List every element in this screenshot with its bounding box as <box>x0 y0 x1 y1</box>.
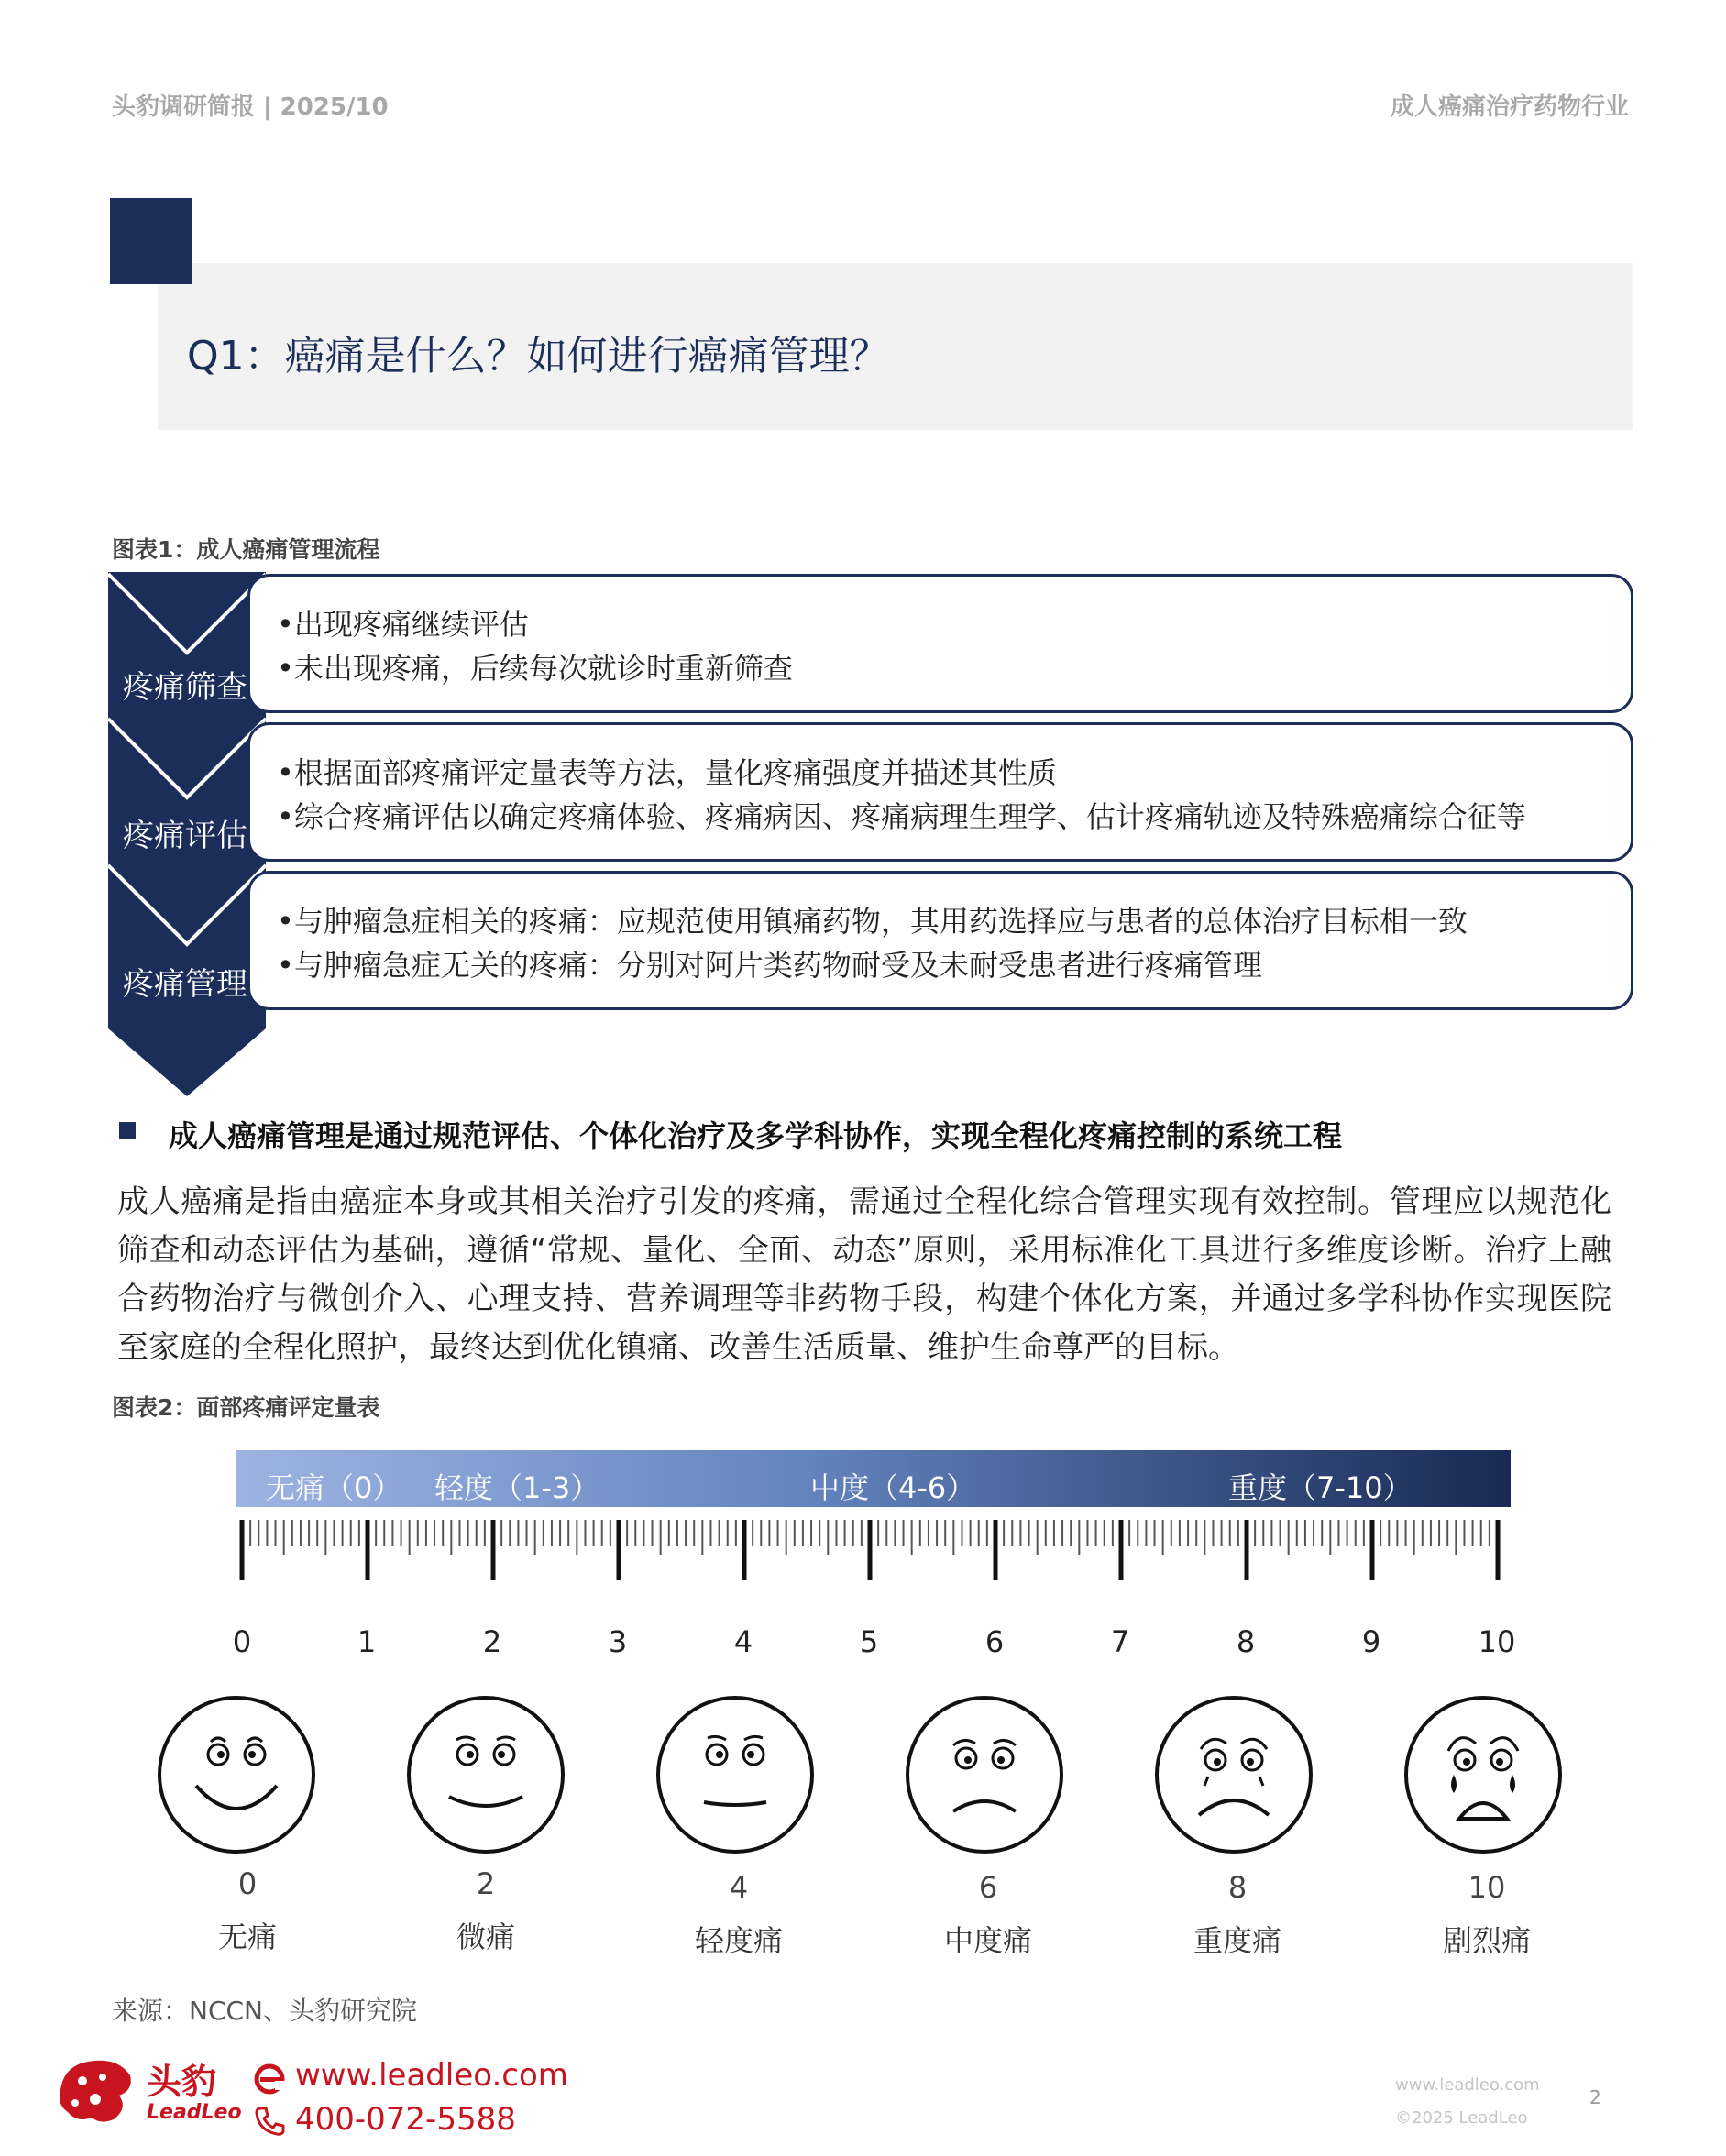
face-value: 10 <box>1468 1870 1506 1905</box>
step-bullet: •与肿瘤急症相关的疼痛：应规范使用镇痛药物，其用药选择应与患者的总体治疗目标相一致 <box>277 904 1468 939</box>
step-box-screening <box>247 574 1633 713</box>
scale-tick-label: 10 <box>1478 1624 1516 1659</box>
face-value: 8 <box>1227 1870 1248 1905</box>
step-box-assessment <box>247 722 1633 862</box>
scale-tick-label: 7 <box>1110 1624 1130 1659</box>
step-box-management <box>247 871 1633 1010</box>
brand-cn: 头豹 <box>147 2062 217 2102</box>
step-bullet: •与肿瘤急症无关的疼痛：分别对阿片类药物耐受及未耐受患者进行疼痛管理 <box>277 948 1262 983</box>
step-label-assessment: 疼痛评估 <box>123 818 247 854</box>
footer-small-url: www.leadleo.com <box>1395 2075 1540 2095</box>
step-label-management: 疼痛管理 <box>123 966 247 1003</box>
summary-paragraph: 成人癌痛是指由癌症本身或其相关治疗引发的疼痛，需通过全程化综合管理实现有效控制。管理应以规范化筛查和动态评估为基础，遵循“常规、量化、全面、动态”原则，采用标准化工具进行多维度诊断。治疗上融合药物治疗与微创介入、心理支持、营养调理等非药物手段，构建个体化方案，并通过多学科协作实现医院至家庭的全程化照护，最终达到优化镇痛、改善生活质量、维护生命尊严的目标。 <box>117 1183 1611 1366</box>
footer-phone: 400-072-5588 <box>295 2101 516 2138</box>
scale-tick-label: 5 <box>859 1624 879 1659</box>
footer-website[interactable]: www.leadleo.com <box>295 2057 568 2094</box>
brand-en: LeadLeo <box>147 2101 242 2124</box>
browser-e-icon <box>253 2062 286 2096</box>
face-no-pain-icon <box>156 1694 317 1855</box>
step-bullet: •未出现疼痛，后续每次就诊时重新筛查 <box>277 651 793 686</box>
scale-tick-label: 8 <box>1236 1624 1256 1659</box>
face-severe-pain-icon <box>1153 1694 1314 1855</box>
header-industry: 成人癌痛治疗药物行业 <box>1390 94 1629 121</box>
face-value: 0 <box>237 1866 258 1901</box>
summary-square-bullet <box>119 1122 136 1138</box>
step-label-screening: 疼痛筛查 <box>123 669 247 706</box>
source-note: 来源：NCCN、头豹研究院 <box>112 1996 417 2026</box>
face-label: 无痛 <box>217 1920 277 1954</box>
section-accent-square <box>110 198 192 284</box>
scale-tick-label: 0 <box>232 1624 252 1659</box>
scale-tick-label: 1 <box>357 1624 377 1659</box>
face-label: 微痛 <box>456 1920 515 1954</box>
face-value: 2 <box>476 1866 496 1901</box>
face-label: 重度痛 <box>1193 1923 1281 1958</box>
band-label-none: 无痛（0） <box>266 1470 402 1505</box>
figure2-title: 图表2：面部疼痛评定量表 <box>112 1394 380 1421</box>
scale-tick-label: 3 <box>608 1624 628 1659</box>
scale-tick-label: 2 <box>482 1624 502 1659</box>
band-label-mild: 轻度（1-3） <box>434 1470 600 1505</box>
face-mild-pain-icon <box>654 1694 816 1855</box>
scale-tick-label: 4 <box>733 1624 753 1659</box>
figure1-title: 图表1：成人癌痛管理流程 <box>112 536 380 563</box>
phone-icon <box>253 2105 286 2138</box>
face-value: 4 <box>729 1870 749 1905</box>
band-label-severe: 重度（7-10） <box>1228 1470 1413 1505</box>
pain-scale-ruler <box>229 1514 1522 1588</box>
step-bullet: •根据面部疼痛评定量表等方法，量化疼痛强度并描述其性质 <box>277 755 1057 790</box>
band-label-moderate: 中度（4-6） <box>810 1470 976 1505</box>
footer-copyright: ©2025 LeadLeo <box>1395 2108 1528 2128</box>
face-slight-pain-icon <box>405 1694 566 1855</box>
step-bullet: •出现疼痛继续评估 <box>277 607 529 642</box>
step-bullet: •综合疼痛评估以确定疼痛体验、疼痛病因、疼痛病理生理学、估计疼痛轨迹及特殊癌痛综合征等 <box>277 799 1526 834</box>
face-label: 轻度痛 <box>694 1923 783 1958</box>
section-title: Q1：癌痛是什么？如何进行癌痛管理？ <box>187 333 890 380</box>
scale-tick-label: 6 <box>984 1624 1005 1659</box>
face-moderate-pain-icon <box>904 1694 1065 1855</box>
face-value: 6 <box>978 1870 998 1905</box>
face-label: 中度痛 <box>943 1923 1032 1958</box>
header-report-name: 头豹调研简报 | 2025/10 <box>112 94 389 121</box>
leopard-logo-icon <box>55 2053 136 2127</box>
summary-heading: 成人癌痛管理是通过规范评估、个体化治疗及多学科协作，实现全程化疼痛控制的系统工程 <box>169 1118 1343 1153</box>
face-extreme-pain-icon <box>1402 1694 1564 1855</box>
scale-tick-label: 9 <box>1361 1624 1381 1659</box>
face-label: 剧烈痛 <box>1442 1923 1531 1958</box>
page-number: 2 <box>1589 2086 1601 2108</box>
